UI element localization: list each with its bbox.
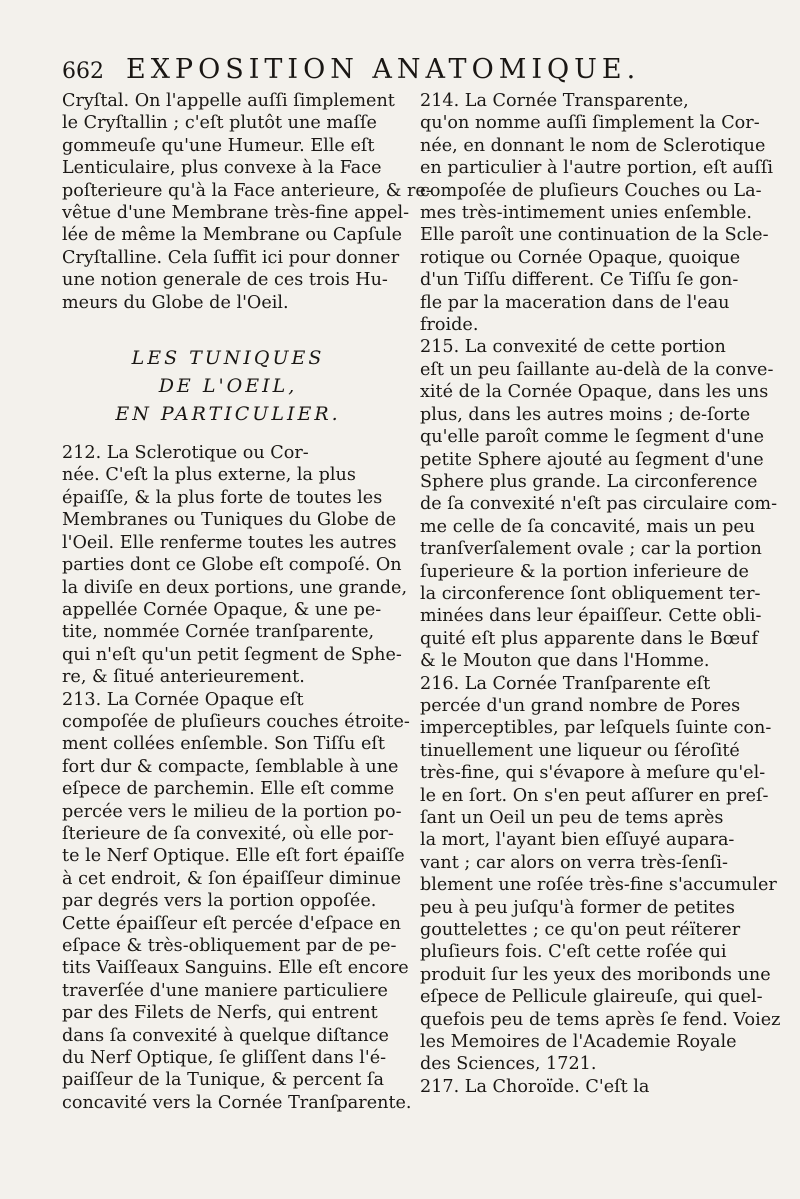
text-line: petite Sphere ajouté au ſegment d'une bbox=[420, 449, 764, 470]
text-line: poſterieure qu'à la Face anterieure, & re- bbox=[62, 180, 432, 201]
text-line: 215. La convexité de cette portion bbox=[420, 337, 726, 358]
text-line: vant ; car alors on verra très-ſenſi- bbox=[420, 852, 729, 873]
text-line: du Nerf Optique, ſe gliſſent dans l'é- bbox=[62, 1048, 387, 1069]
text-line: gommeuſe qu'une Humeur. Elle eſt bbox=[62, 135, 375, 156]
text-line: plus, dans les autres moins ; de-ſorte bbox=[420, 404, 751, 425]
paragraph-215 bbox=[420, 336, 778, 672]
text-line: par des Filets de Nerfs, qui entrent bbox=[62, 1003, 378, 1024]
text-line: parties dont ce Globe eſt compoſé. On bbox=[62, 555, 402, 576]
running-header bbox=[62, 54, 750, 90]
text-line: Membranes ou Tuniques du Globe de bbox=[62, 510, 397, 531]
text-line: concavité vers la Cornée Tranſparente. bbox=[62, 1092, 412, 1113]
text-line: la circonference ſont obliquement ter- bbox=[420, 583, 761, 604]
text-line: Cryſtal. On l'appelle auſſi ſimplement bbox=[62, 91, 395, 111]
text-line: la diviſe en deux portions, une grande, bbox=[62, 577, 408, 598]
text-line: qu'elle paroît comme le ſegment d'une bbox=[420, 427, 765, 448]
text-line: d'un Tiſſu different. Ce Tiſſu ſe gon- bbox=[420, 270, 739, 291]
text-line: tinuellement une liqueur ou ſéroſité bbox=[420, 740, 740, 761]
text-columns bbox=[62, 90, 781, 1114]
text-line: & le Mouton que dans l'Homme. bbox=[420, 651, 710, 672]
text-line: lée de même la Membrane ou Capſule bbox=[62, 225, 403, 246]
text-line: EN PARTICULIER. bbox=[115, 403, 341, 426]
text-line: imperceptibles, par leſquels ſuinte con- bbox=[420, 718, 772, 739]
text-line: re, & ſitué anterieurement. bbox=[62, 667, 305, 688]
text-line: peu à peu juſqu'à former de petites bbox=[420, 897, 735, 918]
text-line: pluſieurs fois. C'eſt cette roſée qui bbox=[420, 942, 727, 963]
text-line: à cet endroit, & ſon épaiſſeur diminue bbox=[62, 868, 402, 889]
text-line: par degrés vers la portion oppoſée. bbox=[62, 891, 377, 912]
text-line: très-fine, qui s'évapore à meſure qu'el- bbox=[420, 763, 766, 784]
text-line: mes très-intimement unies enſemble. bbox=[420, 203, 752, 224]
text-line: te le Nerf Optique. Elle eſt fort épaiſſe bbox=[62, 846, 405, 867]
text-line: meurs du Globe de l'Oeil. bbox=[62, 292, 289, 313]
text-line: minées dans leur épaiſſeur. Cette obli- bbox=[420, 606, 762, 627]
text-line: les Memoires de l'Academie Royale bbox=[420, 1032, 737, 1053]
text-line: qu'on nomme auſſi ſimplement la Cor- bbox=[420, 113, 760, 134]
text-line: LES TUNIQUES bbox=[131, 347, 325, 370]
text-line: tits Vaiſſeaux Sanguins. Elle eſt encore bbox=[62, 958, 409, 979]
text-line: l'Oeil. Elle renferme toutes les autres bbox=[62, 532, 397, 553]
text-line: épaiſſe, & la plus forte de toutes les bbox=[62, 487, 383, 508]
text-line: en particulier à l'autre portion, eſt auſſi bbox=[420, 158, 774, 179]
text-line: tite, nommée Cornée tranſparente, bbox=[62, 622, 375, 643]
text-line: une notion generale de ces trois Hu- bbox=[62, 270, 388, 291]
text-line: xité de la Cornée Opaque, dans les uns bbox=[420, 382, 769, 403]
text-line: percée vers le milieu de la portion po- bbox=[62, 801, 402, 822]
paragraph-217 bbox=[420, 1076, 752, 1098]
right-column bbox=[420, 90, 781, 1114]
text-line: eſpace & très-obliquement par de pe- bbox=[62, 936, 397, 956]
text-line: la mort, l'ayant bien eſſuyé aupara- bbox=[420, 830, 735, 851]
text-line: vêtue d'une Membrane très-fine appel- bbox=[62, 203, 410, 224]
text-line: paiſſeur de la Tunique, & percent ſa bbox=[62, 1070, 384, 1091]
text-line: gouttelettes ; ce qu'on peut réïterer bbox=[420, 920, 741, 941]
text-line: ſterieure de ſa convexité, où elle por- bbox=[62, 823, 394, 844]
text-line: blement une roſée très-fine s'accumuler bbox=[420, 875, 777, 896]
text-line: compoſée de pluſieurs Couches ou La- bbox=[420, 180, 762, 201]
text-line: ſant un Oeil un peu de tems après bbox=[420, 808, 724, 828]
intro-paragraph bbox=[62, 90, 432, 314]
text-line: compoſée de pluſieurs couches étroite- bbox=[62, 711, 410, 732]
text-line: 214. La Cornée Transparente, bbox=[420, 91, 689, 111]
text-line: quité eſt plus apparente dans le Bœuf bbox=[420, 628, 758, 649]
page-number: 662 bbox=[62, 59, 104, 84]
text-line: fle par la maceration dans de l'eau bbox=[420, 292, 730, 313]
text-line: 217. La Choroïde. C'eſt la bbox=[420, 1076, 650, 1097]
text-line: le Cryſtallin ; c'eſt plutôt une maſſe bbox=[62, 113, 377, 134]
text-line: le en ſort. On s'en peut aſſurer en preſ- bbox=[420, 785, 769, 806]
text-line: percée d'un grand nombre de Pores bbox=[420, 695, 741, 716]
text-line: dans ſa convexité à quelque diſtance bbox=[62, 1025, 389, 1046]
paragraph-216 bbox=[420, 673, 781, 1076]
text-line: froide. bbox=[420, 315, 479, 336]
text-line: DE L'OEIL, bbox=[158, 375, 298, 398]
text-line: Lenticulaire, plus convexe à la Face bbox=[62, 158, 382, 179]
text-line: de ſa convexité n'eſt pas circulaire com- bbox=[420, 494, 778, 515]
text-line: 213. La Cornée Opaque eſt bbox=[62, 689, 304, 710]
section-title bbox=[62, 344, 394, 428]
text-line: appellée Cornée Opaque, & une pe- bbox=[62, 599, 382, 620]
paragraph-213 bbox=[62, 689, 412, 1115]
text-line: fort dur & compacte, ſemblable à une bbox=[62, 756, 399, 777]
text-line: née, en donnant le nom de Sclerotique bbox=[420, 135, 766, 156]
paragraph-214 bbox=[420, 90, 774, 336]
text-line: des Sciences, 1721. bbox=[420, 1054, 597, 1075]
text-line: Elle paroît une continuation de la Scle- bbox=[420, 225, 769, 246]
page-title: EXPOSITION ANATOMIQUE. bbox=[126, 54, 641, 85]
text-line: 212. La Sclerotique ou Cor- bbox=[62, 443, 309, 464]
text-line: 216. La Cornée Tranſparente eſt bbox=[420, 673, 711, 694]
text-line: née. C'eſt la plus externe, la plus bbox=[62, 465, 356, 486]
text-line: tranſverſalement ovale ; car la portion bbox=[420, 539, 762, 560]
paragraph-212 bbox=[62, 442, 408, 688]
text-line: me celle de ſa concavité, mais un peu bbox=[420, 516, 756, 537]
text-line: Cette épaiſſeur eſt percée d'eſpace en bbox=[62, 913, 401, 934]
text-line: qui n'eſt qu'un petit ſegment de Sphe- bbox=[62, 644, 402, 665]
text-line: Sphere plus grande. La circonference bbox=[420, 471, 758, 492]
text-line: Cryſtalline. Cela ſuffit ici pour donner bbox=[62, 247, 400, 268]
text-line: eſpece de Pellicule glaireuſe, qui quel- bbox=[420, 987, 763, 1008]
text-line: eſt un peu ſaillante au-delà de la conve- bbox=[420, 359, 774, 380]
text-line: traverſée d'une maniere particuliere bbox=[62, 980, 388, 1001]
text-line: ſuperieure & la portion inferieure de bbox=[420, 561, 749, 582]
text-line: eſpece de parchemin. Elle eſt comme bbox=[62, 779, 395, 800]
text-line: produit ſur les yeux des moribonds une bbox=[420, 964, 771, 985]
left-column bbox=[62, 90, 432, 1114]
text-line: rotique ou Cornée Opaque, quoique bbox=[420, 247, 741, 268]
text-line: ment collées enſemble. Son Tiſſu eſt bbox=[62, 734, 385, 755]
text-line: quefois peu de tems après ſe fend. Voiez bbox=[420, 1009, 781, 1030]
